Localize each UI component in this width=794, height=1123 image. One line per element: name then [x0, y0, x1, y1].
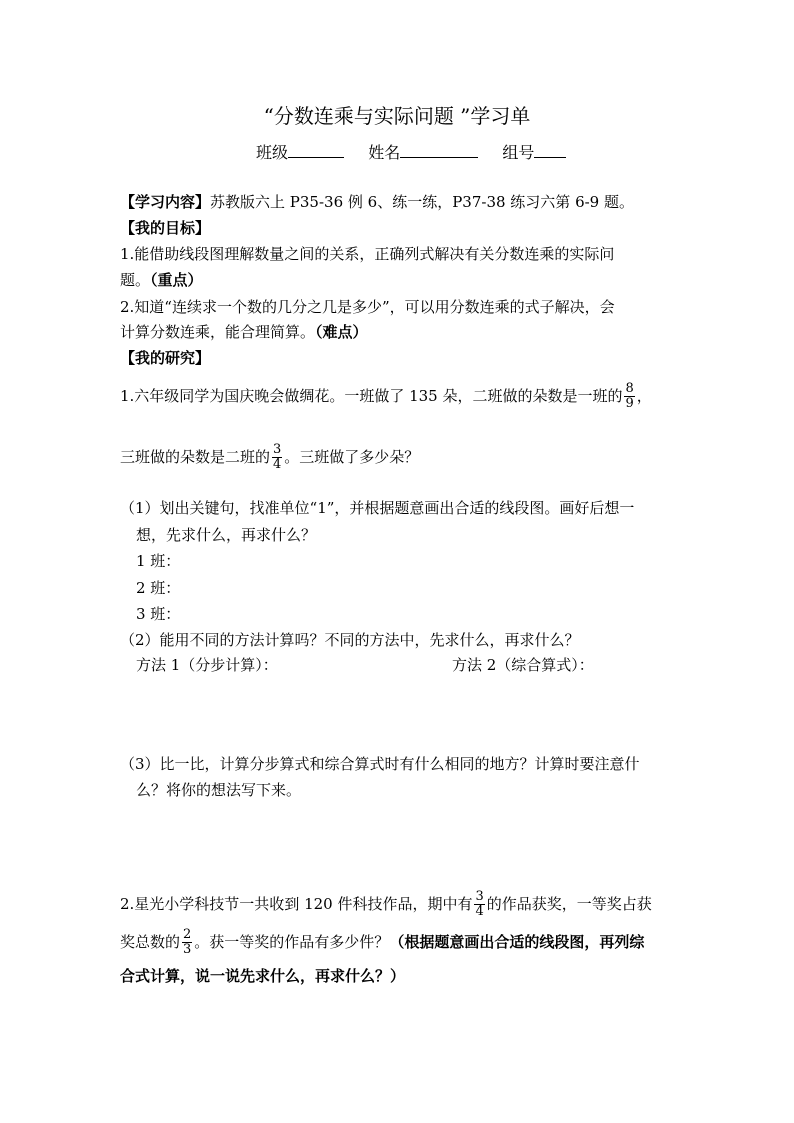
name-label: 姓名: [368, 143, 401, 162]
subquestion-3-line-1: （3）比一比，计算分步算式和综合算式时有什么相同的地方？计算时要注意什: [120, 755, 640, 773]
goal-1-line-1: 1.能借助线段图理解数量之间的关系，正确列式解决有关分数连乘的实际问: [120, 245, 615, 263]
page-title: “分数连乘与实际问题 ”学习单: [263, 104, 531, 128]
q1-text-1-end: ，: [636, 386, 652, 405]
goals-heading: 【我的目标】: [120, 219, 211, 237]
fraction-denominator: 4: [475, 904, 484, 920]
class-label: 班级: [256, 143, 289, 162]
q2-instruction-2: 合式计算，说一说先求什么，再求什么？）: [120, 967, 406, 985]
q2-fraction-2-3: [182, 928, 192, 958]
goal-2-line-1: 2.知道“连续求一个数的几分之几是多少”，可以用分数连乘的式子解决，会: [120, 298, 615, 316]
fraction-denominator: 4: [273, 457, 282, 473]
research-heading: 【我的研究】: [120, 349, 211, 367]
fraction-denominator: 3: [183, 942, 192, 958]
goal-2-line-2: [120, 323, 368, 341]
goal-2-tag: （难点）: [315, 323, 368, 341]
fraction-numerator: 2: [183, 927, 192, 942]
group-label: 组号: [502, 143, 535, 162]
fraction-numerator: 3: [273, 442, 282, 457]
learning-content-label: 【学习内容】: [120, 193, 211, 211]
question-1-line-2: [120, 443, 419, 473]
q2-text-2-mid: 。获一等奖的作品有多少件？: [194, 932, 390, 951]
goal-2-text: 计算分数连乘，能合理简算。: [120, 323, 316, 341]
fraction-numerator: 3: [475, 889, 484, 904]
goal-1-text: 题。: [120, 271, 151, 289]
class-2-label: 2 班：: [136, 579, 181, 597]
subquestion-3-line-2: 么？将你的想法写下来。: [136, 781, 302, 799]
header-fields: [256, 143, 566, 162]
subquestion-2: （2）能用不同的方法计算吗？不同的方法中，先求什么，再求什么？: [120, 631, 580, 649]
q2-fraction-3-4: [474, 890, 484, 920]
method-2-label: 方法 2（综合算式）：: [452, 656, 594, 674]
subquestion-1-line-2: 想，先求什么，再求什么？: [136, 526, 317, 544]
class-1-label: 1 班：: [136, 552, 181, 570]
q1-fraction-3-4: [272, 443, 282, 473]
class-3-label: 3 班：: [136, 605, 181, 623]
q2-text-2: 奖总数的: [120, 932, 181, 951]
group-blank[interactable]: [534, 156, 566, 158]
question-1-line-1: [120, 382, 652, 412]
q2-instruction-1: （根据题意画出合适的线段图，再列综: [389, 932, 645, 951]
fraction-numerator: 8: [625, 381, 634, 396]
q1-fraction-8-9: [624, 382, 634, 412]
class-blank[interactable]: [288, 156, 344, 158]
learning-content: [120, 193, 634, 211]
fraction-denominator: 9: [625, 396, 634, 412]
subquestion-1-line-1: （1）划出关键句，找准单位“1”，并根据题意画出合适的线段图。画好后想一: [120, 499, 635, 517]
name-blank[interactable]: [400, 156, 478, 158]
method-1-label: 方法 1（分步计算）：: [136, 656, 278, 674]
goal-1-tag: （重点）: [150, 271, 203, 289]
q1-text-2: 三班做的朵数是二班的: [120, 447, 271, 466]
goal-1-line-2: [120, 271, 203, 289]
q2-text-1-end: 的作品获奖，一等奖占获: [486, 894, 652, 913]
q1-text-2-end: 。三班做了多少朵？: [284, 447, 420, 466]
question-2-line-1: [120, 890, 652, 920]
q2-text-1: 2.星光小学科技节一共收到 120 件科技作品，期中有: [120, 894, 473, 913]
learning-content-text: 苏教版六上 P35-36 例 6、练一练，P37-38 练习六第 6-9 题。: [210, 193, 634, 211]
q1-text-1: 1.六年级同学为国庆晚会做绸花。一班做了 135 朵，二班做的朵数是一班的: [120, 386, 623, 405]
question-2-line-2: [120, 928, 644, 958]
